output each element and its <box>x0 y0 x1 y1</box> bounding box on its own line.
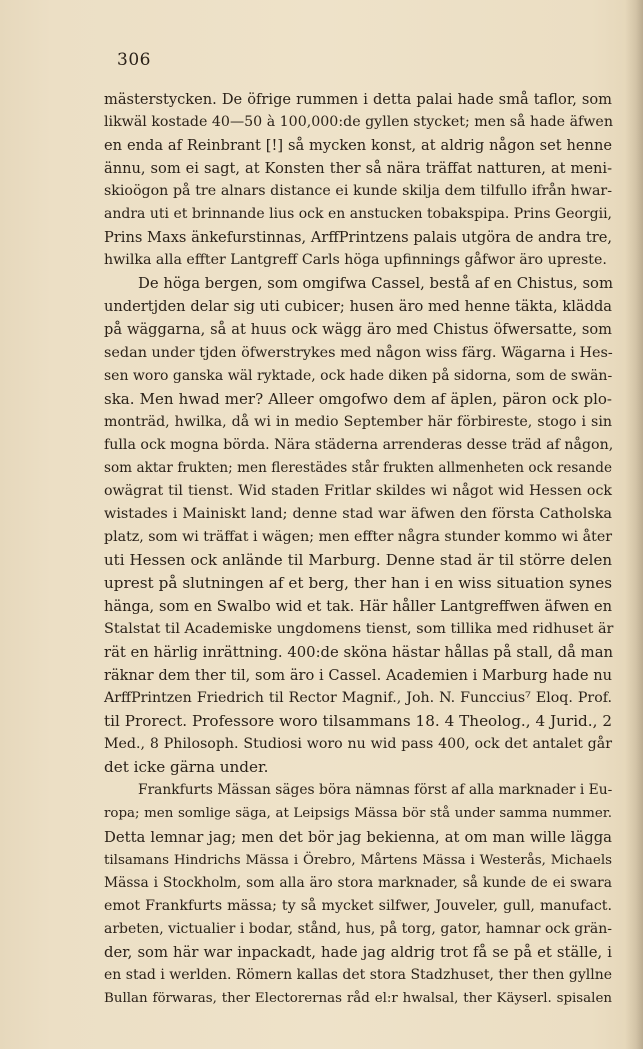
text-line: Detta lemnar jag; men det bör jag bekienna, at om man wille lägga <box>104 828 612 846</box>
text-line: arbeten, victualier i bodar, stånd, hus, på torg, gator, hamnar ock grän- <box>104 920 612 937</box>
text-line: De höga bergen, som omgifwa Cassel, bestå af en Chistus, som <box>138 275 613 293</box>
text-line: Bullan förwaras, ther Electorernas råd el:r hwalsal, ther Käyserl. spisalen <box>104 990 612 1006</box>
text-line: Stalstat til Academiske ungdomens tienst, som tillika med ridhuset är <box>104 621 614 638</box>
text-line: sedan under tjden öfwerstrykes med någon wiss färg. Wägarna i Hes- <box>104 344 613 361</box>
text-line: en stad i werlden. Römern kallas det stora Stadzhuset, ther then gyllne <box>104 966 612 983</box>
text-line: ropa; men somlige säga, at Leipsigs Mässa bör stå under samma nummer. <box>104 806 612 822</box>
text-line: uti Hessen ock anlände til Marburg. Denne stad är til större delen <box>104 550 612 569</box>
text-line: som aktar frukten; men flerestädes står frukten allmenheten ock resande <box>104 459 612 476</box>
text-line: emot Frankfurts mässa; ty så mycket silfwer, Jouveler, gull, manufact. <box>104 897 612 914</box>
text-line: skioögon på tre alnars distance ei kunde skilja dem tilfullo ifrån hwar- <box>104 183 612 200</box>
text-line: platz, som wi träffat i wägen; men effter några stunder kommo wi åter <box>104 528 612 545</box>
text-line: Prins Maxs änkefurstinnas, ArffPrintzens palais utgöra de andra tre, <box>104 229 612 247</box>
text-line: likwäl kostade 40—50 à 100,000:de gyllen stycket; men så hade äfwen <box>104 114 613 131</box>
page-number: 306 <box>117 50 151 70</box>
text-line: sen woro ganska wäl ryktade, ock hade diken på sidorna, som de swän- <box>104 367 613 384</box>
text-line: Frankfurts Mässan säges böra nämnas först af alla marknader i Eu- <box>138 782 613 799</box>
text-line: hänga, som en Swalbo wid et tak. Här håller Lantgreffwen äfwen en <box>104 598 612 616</box>
text-line: Med., 8 Philosoph. Studiosi woro nu wid pass 400, ock det antalet går <box>104 736 612 753</box>
text-line: ännu, som ei sagt, at Konsten ther så nära träffat natturen, at meni- <box>104 160 612 178</box>
text-line: monträd, hwilka, då wi in medio September här förbireste, stogo i sin <box>104 413 612 430</box>
text-line: ska. Men hwad mer? Alleer omgofwo dem af äplen, päron ock plo- <box>104 389 612 408</box>
text-line: ArffPrintzen Friedrich til Rector Magnif., Joh. N. Funccius⁷ Eloq. Prof. <box>104 690 612 707</box>
text-line: mästerstycken. De öfrige rummen i detta palai hade små taflor, som <box>104 91 612 108</box>
text-line: rät en härlig inrättning. 400:de sköna hästar hållas på stall, då man <box>104 644 614 662</box>
text-line: andra uti et brinnande lius ock en anstucken tobakspipa. Prins Georgii, <box>104 206 612 223</box>
text-line: på wäggarna, så at huus ock wägg äro med Chistus öfwersatte, som <box>104 321 612 339</box>
text-line: tilsamans Hindrichs Mässa i Örebro, Mårtens Mässa i Westerås, Michaels <box>104 852 612 868</box>
text-line: fulla ock mogna börda. Nära städerna arrenderas desse träd af någon, <box>104 436 614 453</box>
text-line: owägrat til tienst. Wid staden Fritlar skildes wi något wid Hessen ock <box>104 482 612 499</box>
text-line: det icke gärna under. <box>104 758 269 777</box>
text-line: wistades i Mainiskt land; denne stad war äfwen den första Catholska <box>104 505 612 522</box>
text-line: en enda af Reinbrant [!] så mycken konst, at aldrig någon set henne <box>104 137 612 155</box>
text-line: Mässa i Stockholm, som alla äro stora marknader, så kunde de ei swara <box>104 874 612 891</box>
body-text <box>104 88 612 1010</box>
text-line: der, som här war inpackadt, hade jag aldrig trot få se på et ställe, i <box>104 943 612 961</box>
text-line: räknar dem ther til, som äro i Cassel. Academien i Marburg hade nu <box>104 667 612 685</box>
text-line: til Prorect. Professore woro tilsammans 18. 4 Theolog., 4 Jurid., 2 <box>104 712 612 731</box>
page-edge-shadow <box>625 0 643 1049</box>
text-line: undertjden delar sig uti cubicer; husen äro med henne täkta, klädda <box>104 298 612 316</box>
text-line: uprest på slutningen af et berg, ther han i en wiss situation synes <box>104 573 612 592</box>
text-line: hwilka alla effter Lantgreff Carls höga upfinnings gåfwor äro upreste. <box>104 252 607 269</box>
